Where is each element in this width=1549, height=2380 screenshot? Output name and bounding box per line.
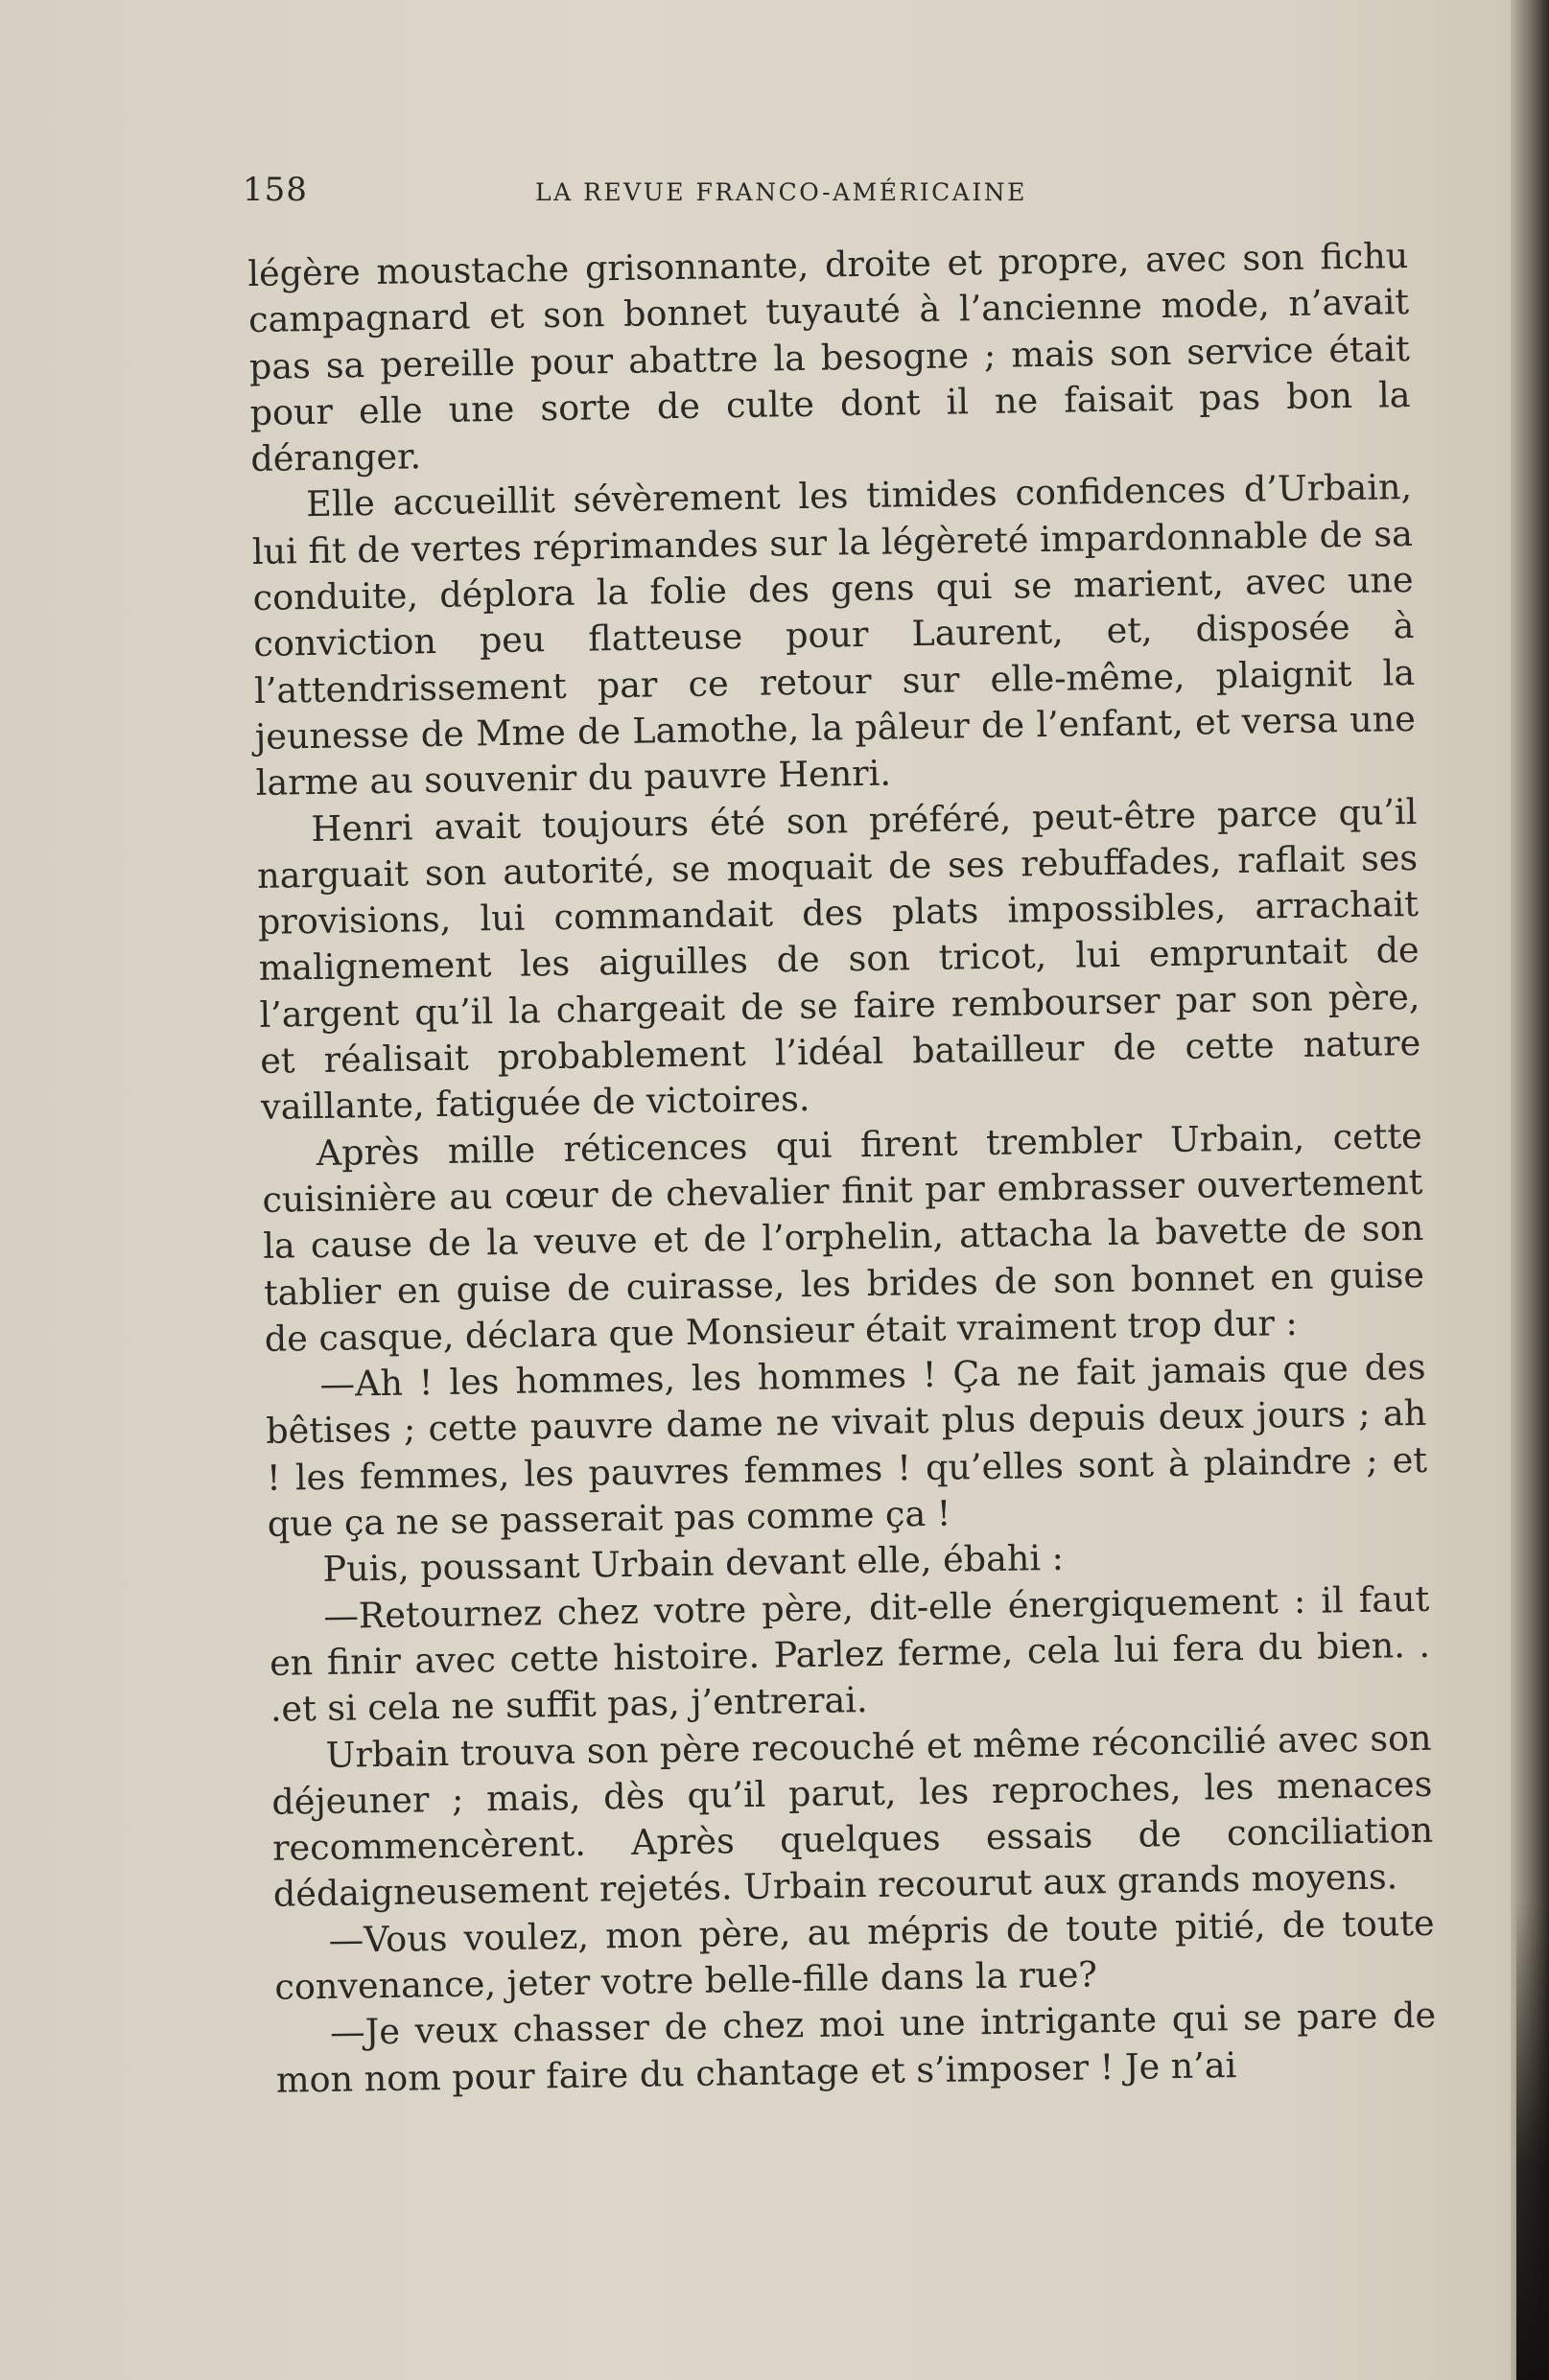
dialogue-paragraph: —Ah ! les hommes, les hommes ! Ça ne fait jamais que des bêtises ; cette pauvre dame ne vivait plus depuis deux jours ; ah ! les femmes, les pauvres femmes ! qu’elles sont à plaindre ; et que ça ne se passerait pas comme ça !	[265, 1345, 1428, 1545]
paragraph: Urbain trouva son père recouché et même réconcilié avec son déjeuner ; mais, dès qu’il parut, les reproches, les menaces recommencèrent. Après quelques essais de conciliation dédaigneusement rejetés. Urbain recourut aux grands moyens.	[271, 1716, 1434, 1916]
paragraph: Après mille réticences qui firent trembler Urbain, cette cuisinière au cœur de chevalier finit par embrasser ouvertement la cause de la veuve et de l’orphelin, attacha la bavette de son tablier en guise de cuirasse, les brides de son bonnet en guise de casque, déclara que Monsieur était vraiment trop dur :	[262, 1114, 1425, 1360]
body-text	[247, 233, 1437, 2104]
running-title: LA REVUE FRANCO-AMÉRICAINE	[535, 178, 1027, 206]
binding-shadow	[1516, 1899, 1549, 2380]
paragraph: Henri avait toujours été son préféré, peut-être parce qu’il narguait son autorité, se moquait de ses rebuffades, raflait ses provisions, lui commandait des plats impossibles, arrachait malignement les aiguilles de son tricot, lui empruntait de l’argent qu’il la chargeait de se faire rembourser par son père, et réalisait probablement l’idéal batailleur de cette nature vaillante, fatiguée de victoires.	[256, 790, 1421, 1129]
dialogue-paragraph: —Vous voulez, mon père, au mépris de toute pitié, de toute convenance, jeter votre belle-fille dans la rue?	[274, 1902, 1435, 2008]
dialogue-paragraph: —Je veux chasser de chez moi une intrigante qui se pare de mon nom pour faire du chantage et s’imposer ! Je n’ai	[275, 1995, 1437, 2101]
paragraph: Elle accueillit sévèrement les timides confidences d’Urbain, lui fit de vertes réprimandes sur la légèreté impardonnable de sa conduite, déplora la folie des gens qui se marient, avec une conviction peu flatteuse pour Laurent, et, disposée à l’attendrissement par ce retour sur elle-même, plaignit la jeunesse de Mme de Lamothe, la pâleur de l’enfant, et versa une larme au souvenir du pauvre Henri.	[251, 466, 1417, 805]
page-number: 158	[243, 171, 308, 209]
page-header	[243, 171, 1403, 228]
paragraph: légère moustache grisonnante, droite et propre, avec son fichu campagnard et son bonnet tuyauté à l’ancienne mode, n’avait pas sa pereille pour abattre la besogne ; mais son service était pour elle une sorte de culte dont il ne faisait pas bon la déranger.	[247, 234, 1411, 480]
dialogue-paragraph: —Retournez chez votre père, dit-elle énergiquement : il faut en finir avec cette histoire. Parlez ferme, cela lui fera du bien. . .et si cela ne suffit pas, j’entrerai.	[269, 1577, 1431, 1731]
paragraph: Puis, poussant Urbain devant elle, ébahi :	[322, 1537, 1065, 1591]
